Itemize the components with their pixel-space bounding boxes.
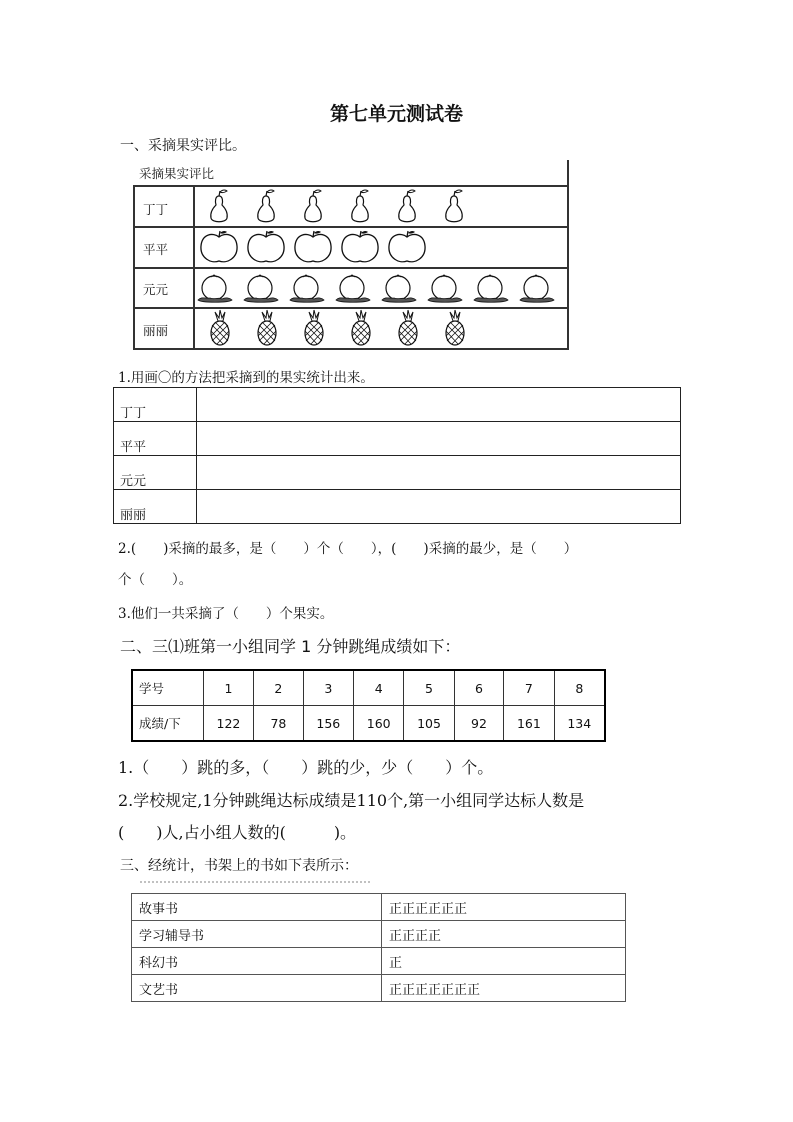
table-row [114, 422, 681, 456]
apple-icon [244, 228, 288, 266]
orange-icon [518, 269, 556, 305]
id-cell: 1 [203, 670, 253, 706]
score-cell: 105 [404, 706, 454, 742]
section1-heading: 一、采摘果实评比。 [120, 138, 246, 154]
pineapple-icon [440, 309, 470, 347]
fruit-figure [133, 160, 569, 350]
pineapple-icon [299, 309, 329, 347]
orange-icon [472, 269, 510, 305]
pear-icon [205, 187, 233, 225]
section1-q1: 1.用画〇的方法把采摘到的果实统计出来。 [118, 370, 374, 386]
tally-name: 平平 [114, 422, 197, 456]
apple-icon [291, 228, 335, 266]
section2-heading: 二、三⑴班第一小组同学 1 分钟跳绳成绩如下： [120, 637, 461, 656]
tally-answer-cell[interactable] [197, 456, 681, 490]
table-row [114, 456, 681, 490]
pear-icon [393, 187, 421, 225]
book-name: 学习辅导书 [132, 921, 382, 948]
book-tally: 正正正正正正 [382, 894, 626, 921]
pineapple-icon [205, 309, 235, 347]
fruit-row-label: 丁丁 [143, 202, 169, 217]
score-cell: 160 [354, 706, 404, 742]
orange-icon [242, 269, 280, 305]
table-row [132, 670, 605, 706]
book-name: 文艺书 [132, 975, 382, 1002]
pineapple-icon [252, 309, 282, 347]
tally-answer-cell[interactable] [197, 422, 681, 456]
jump-rope-table [131, 669, 606, 742]
fruit-row-label: 平平 [143, 242, 169, 257]
orange-icon [196, 269, 234, 305]
orange-icon [426, 269, 464, 305]
id-cell: 6 [454, 670, 504, 706]
score-cell: 78 [254, 706, 304, 742]
table-row [114, 388, 681, 422]
id-cell: 7 [504, 670, 554, 706]
pear-icon [299, 187, 327, 225]
row-header: 成绩/下 [132, 706, 203, 742]
tally-name: 丁丁 [114, 388, 197, 422]
tally-table [113, 387, 681, 524]
section1-q3: 3.他们一共采摘了（ ）个果实。 [118, 606, 334, 622]
fruit-row-label: 元元 [143, 282, 169, 297]
book-name: 科幻书 [132, 948, 382, 975]
pear-icon [346, 187, 374, 225]
section2-q2-line2: ( )人,占小组人数的( )。 [118, 823, 357, 842]
section2-q2-line1: 2.学校规定,1分钟跳绳达标成绩是110个,第一小组同学达标人数是 [118, 791, 585, 810]
section1-q2-line2: 个（ ）。 [118, 572, 193, 588]
fruit-figure-caption: 采摘果实评比 [139, 166, 215, 181]
book-tally: 正正正正正正正 [382, 975, 626, 1002]
faded-scan-line [140, 881, 370, 891]
page-title: 第七单元测试卷 [329, 103, 463, 125]
score-cell: 134 [554, 706, 605, 742]
table-row [132, 921, 626, 948]
pear-icon [440, 187, 468, 225]
score-cell: 161 [504, 706, 554, 742]
id-cell: 5 [404, 670, 454, 706]
tally-name: 元元 [114, 456, 197, 490]
table-row [132, 706, 605, 742]
orange-icon [334, 269, 372, 305]
row-header: 学号 [132, 670, 203, 706]
book-table [131, 893, 626, 1002]
tally-answer-cell[interactable] [197, 490, 681, 524]
fruit-row-label: 丽丽 [143, 323, 169, 338]
tally-answer-cell[interactable] [197, 388, 681, 422]
section3-heading: 三、经统计，书架上的书如下表所示： [120, 858, 358, 874]
id-cell: 8 [554, 670, 605, 706]
book-name: 故事书 [132, 894, 382, 921]
section2-q1: 1.（ ）跳的多，（ ）跳的少，少（ ）个。 [118, 758, 494, 777]
book-tally: 正 [382, 948, 626, 975]
pear-icon [252, 187, 280, 225]
section1-q2-line1: 2.( )采摘的最多，是（ ）个（ ），( )采摘的最少，是（ ） [118, 541, 578, 557]
score-cell: 92 [454, 706, 504, 742]
id-cell: 3 [303, 670, 353, 706]
apple-icon [385, 228, 429, 266]
tally-name: 丽丽 [114, 490, 197, 524]
table-row [114, 490, 681, 524]
apple-icon [197, 228, 241, 266]
score-cell: 122 [203, 706, 253, 742]
book-tally: 正正正正 [382, 921, 626, 948]
apple-icon [338, 228, 382, 266]
orange-icon [288, 269, 326, 305]
pineapple-icon [393, 309, 423, 347]
id-cell: 2 [254, 670, 304, 706]
score-cell: 156 [303, 706, 353, 742]
id-cell: 4 [354, 670, 404, 706]
pineapple-icon [346, 309, 376, 347]
table-row [132, 894, 626, 921]
orange-icon [380, 269, 418, 305]
table-row [132, 948, 626, 975]
table-row [132, 975, 626, 1002]
